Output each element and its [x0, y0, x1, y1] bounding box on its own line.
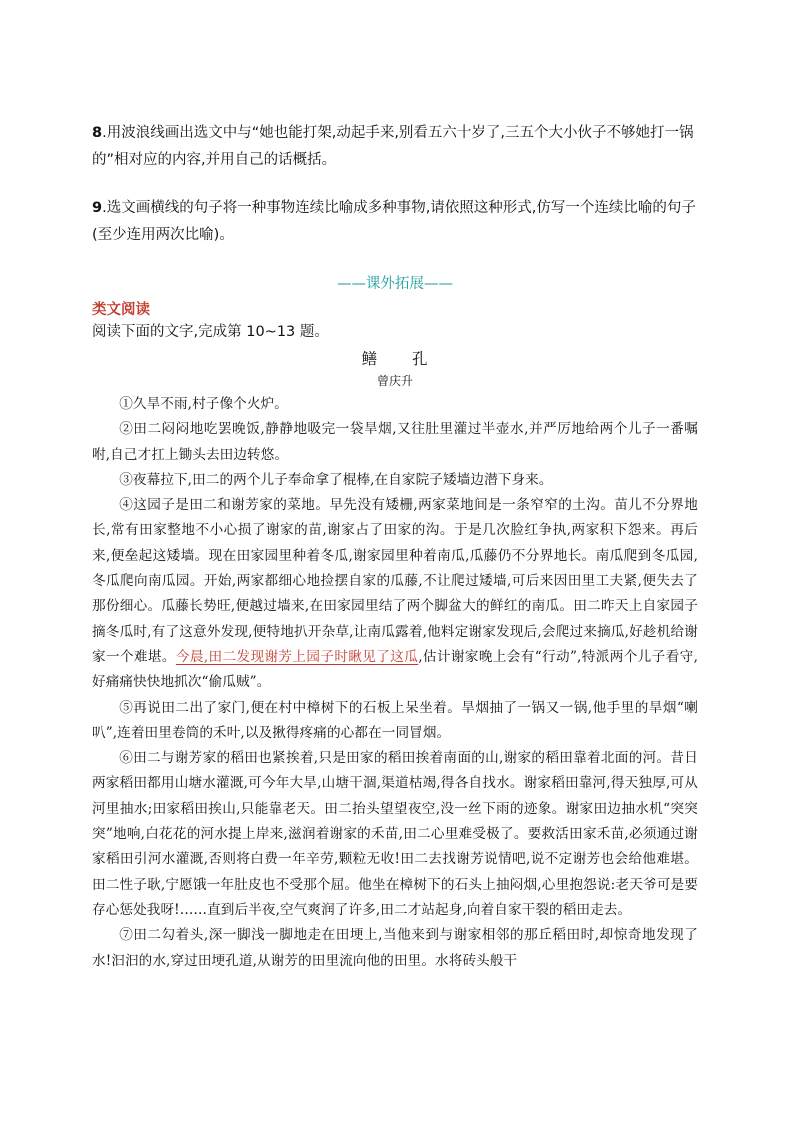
- question-number: 8: [92, 125, 103, 141]
- article-author: 曾庆升: [376, 374, 413, 388]
- article-title-char-2: 孔: [412, 350, 429, 368]
- question-8: [92, 120, 698, 174]
- paragraph-2: ②田二闷闷地吃罢晚饭,静静地吸完一袋旱烟,又往肚里灌过半壶水,并严厉地给两个儿子一番嘱咐,自己才扛上锄头去田边转悠。: [92, 421, 698, 463]
- section-label: 类文阅读: [92, 302, 150, 318]
- article-title-char-1: 鳝: [361, 350, 378, 368]
- paragraph-6: ⑥田二与谢芳家的稻田也紧挨着,只是田家的稻田挨着南面的山,谢家的稻田靠着北面的河。昔日两家稻田都用山塘水灌溉,可今年大旱,山塘干涸,渠道枯竭,得各自找水。谢家稻田靠河,得天独厚,可从河里抽水;田家稻田挨山,只能靠老天。田二抬头望望夜空,没一丝下雨的迹象。谢家田边抽水机“突突突”地响,白花花的河水提上岸来,滋润着谢家的禾苗,田二心里难受极了。要救活田家禾苗,必须通过谢家稻田引河水灌溉,否则将白费一年辛劳,颗粒无收!田二去找谢芳说情吧,说不定谢芳也会给他难堪。田二性子耿,宁愿饿一年肚皮也不受那个屈。他坐在樟树下的石头上抽闷烟,心里抱怨说:老天爷可是要存心惩处我呀!……直到后半夜,空气爽润了许多,田二才站起身,向着自家干裂的稻田走去。: [92, 750, 698, 918]
- article-title: [92, 348, 698, 370]
- paragraph-4-text: ④这园子是田二和谢芳家的菜地。早先没有矮栅,两家菜地间是一条窄窄的土沟。苗儿不分界地长,常有田家整地不小心损了谢家的苗,谢家占了田家的沟。于是几次脸红争执,两家积下怨来。再后来,便垒起这矮墙。现在田家园里种着冬瓜,谢家园里种着南瓜,瓜藤仍不分界地长。南瓜爬到冬瓜园,冬瓜爬向南瓜园。开始,两家都细心地捡摆自家的瓜藤,不让爬过矮墙,可后来因田里工夫紧,便失去了那份细心。瓜藤长势旺,便越过墙来,在田家园里结了两个脚盆大的鲜红的南瓜。田二昨天上自家园子摘冬瓜时,有了这意外发现,便特地扒开杂草,让南瓜露着,他料定谢家发现后,会爬过来摘瓜,好趁机给谢家一个难堪。: [92, 497, 698, 665]
- question-text: .用波浪线画出选文中与“她也能打架,动起手来,别看五六十岁了,三五个大小伙子不够她打一锅的”相对应的内容,并用自己的话概括。: [92, 125, 694, 168]
- paragraph-1: ①久旱不雨,村子像个火炉。: [119, 396, 288, 412]
- paragraph-3: ③夜幕拉下,田二的两个儿子奉命拿了棍棒,在自家院子矮墙边潜下身来。: [119, 471, 553, 488]
- reading-instruction: 阅读下面的文字,完成第 10~13 题。: [92, 324, 329, 340]
- underlined-sentence: 今晨,田二发现谢芳上园子时瞅见了这瓜: [175, 648, 419, 665]
- paragraph-4-tail: ,估计谢家晚上会有“行动”,特派两个儿子看守,好痛痛快快地抓次“偷瓜贼”。: [92, 648, 699, 691]
- question-number: 9: [92, 200, 103, 216]
- paragraph-4: [92, 493, 698, 695]
- extension-heading: ——课外拓展——: [337, 276, 453, 292]
- question-9: [92, 195, 698, 249]
- question-text: .选文画横线的句子将一种事物连续比喻成多种事物,请依照这种形式,仿写一个连续比喻的句子(至少连用两次比喻)。: [92, 200, 696, 243]
- paragraph-5: ⑤再说田二出了家门,便在村中樟树下的石板上呆坐着。旱烟抽了一锅又一锅,他手里的旱烟“喇叭”,连着田里卷筒的禾叶,以及揪得疼痛的心都在一同冒烟。: [92, 699, 698, 741]
- paragraph-7: ⑦田二勾着头,深一脚浅一脚地走在田埂上,当他来到与谢家相邻的那丘稻田时,却惊奇地发现了水!汩汩的水,穿过田埂孔道,从谢芳的田里流向他的田里。水将砖头般干: [92, 927, 698, 969]
